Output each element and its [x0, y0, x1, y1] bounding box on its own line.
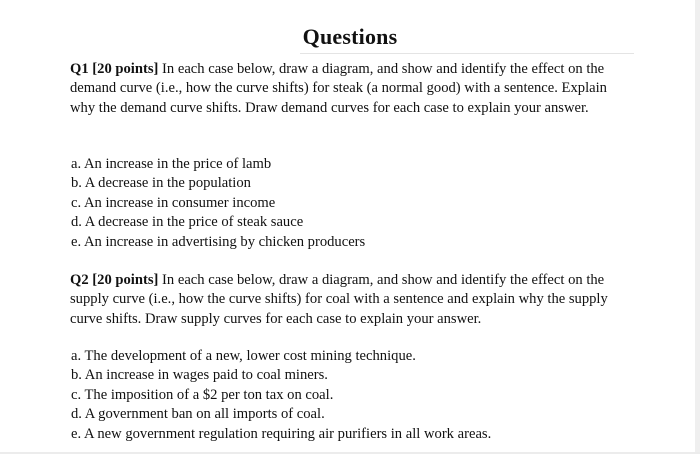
list-item: e. An increase in advertising by chicken producers: [71, 233, 366, 250]
question-1: [70, 60, 630, 118]
title-divider: [300, 53, 634, 54]
question-1-label: Q1 [20 points]: [70, 61, 159, 77]
question-2-list: [71, 347, 631, 444]
list-item: c. The imposition of a $2 per ton tax on coal.: [71, 386, 334, 403]
list-item: d. A government ban on all imports of coal.: [71, 406, 325, 423]
question-2-label: Q2 [20 points]: [70, 272, 159, 288]
list-item: d. A decrease in the price of steak sauce: [71, 214, 304, 231]
list-item: b. A decrease in the population: [71, 175, 251, 192]
list-item: c. An increase in consumer income: [71, 194, 276, 211]
page-title: Questions: [302, 24, 398, 49]
list-item: e. A new government regulation requiring air purifiers in all work areas.: [71, 425, 492, 442]
question-2-text: In each case below, draw a diagram, and show and identify the effect on the supply curve (i.e., how the curve shifts) for coal with a sentence and explain why the supply curve shifts. Draw supply curves for each case to explain your answer.: [70, 272, 608, 327]
list-item: a. The development of a new, lower cost mining technique.: [71, 348, 416, 364]
question-2: [70, 271, 630, 329]
scroll-edge: [695, 0, 700, 454]
list-item: a. An increase in the price of lamb: [71, 156, 272, 172]
question-1-text: In each case below, draw a diagram, and show and identify the effect on the demand curve (i.e., how the curve shifts) for steak (a normal good) with a sentence. Explain why the demand curve shifts. Draw demand curves for each case to explain your answer.: [70, 61, 607, 116]
list-item: b. An increase in wages paid to coal miners.: [71, 367, 328, 384]
question-1-list: [71, 155, 631, 252]
